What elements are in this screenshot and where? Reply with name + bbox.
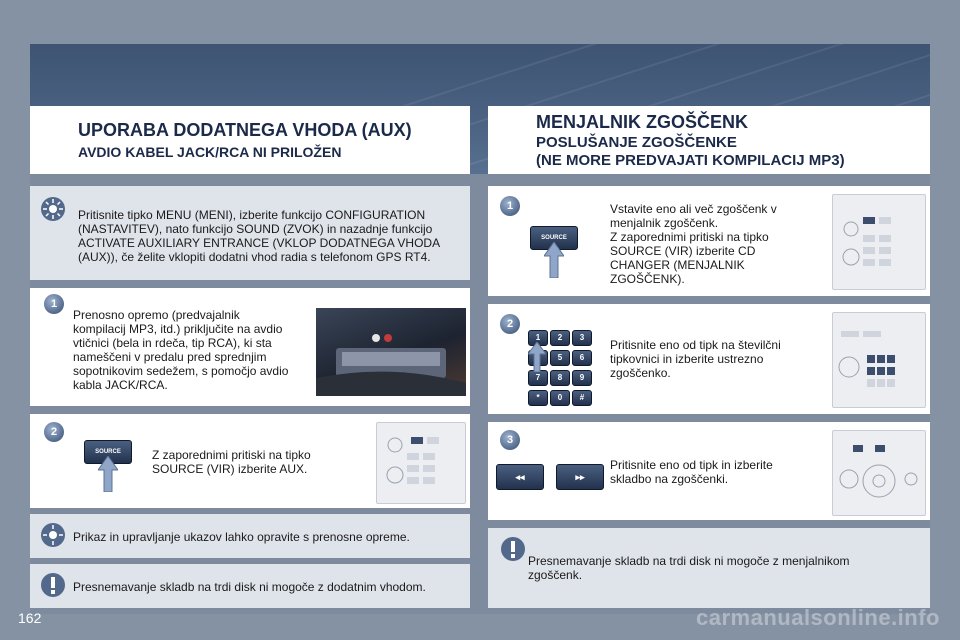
watermark: carmanualsonline.info <box>696 605 940 630</box>
warning-icon <box>40 572 66 598</box>
radio-panel-image <box>376 422 466 504</box>
source-key[interactable]: SOURCE <box>530 226 578 250</box>
source-key[interactable]: SOURCE <box>84 440 132 464</box>
step-badge: 1 <box>500 196 520 216</box>
radio-illustration <box>833 313 925 407</box>
left-tip-text: Pritisnite tipko MENU (MENI), izberite funkcijo CONFIGURATION (NASTAVITEV), nato funkcijo SOUND (ZVOK) in nazadnje funkcijo ACTIVATE AUXILIARY ENTRANCE (VKLOP DODATNEGA VHODA (AUX)), če želite vklopiti dodatni vhod radia s telefonom GPS RT4. <box>78 208 441 264</box>
press-arrow-icon <box>544 242 564 278</box>
radio-panel-image <box>832 312 926 408</box>
left-tip-panel <box>30 186 470 280</box>
right-step1-text: Vstavite eno ali več zgoščenk v menjalnik zgoščenk. Z zaporednimi pritiski na tipko SOURCE (VIR) izberite CD CHANGER (MENJALNIK ZGOŠČENK). <box>610 202 777 286</box>
radio-panel-image <box>832 430 926 516</box>
keypad-key[interactable]: # <box>572 390 592 406</box>
step-badge: 1 <box>44 294 64 314</box>
previous-track-key[interactable]: ◂◂ <box>496 464 544 490</box>
step-badge: 2 <box>44 422 64 442</box>
left-step1-text: Prenosno opremo (predvajalnik kompilacij MP3, itd.) priključite na avdio vtičnici (bela in rdeča, tip RCA), ki sta nameščeni v predalu pred sprednjim sopotnikovim sedežem, s pomočjo avdio kabla JACK/RCA. <box>73 308 289 392</box>
glovebox-photo <box>316 308 466 396</box>
left-tip2-panel <box>30 514 470 558</box>
left-step2-panel <box>30 414 470 508</box>
press-arrow-icon <box>98 456 118 492</box>
radio-illustration <box>833 431 925 515</box>
keypad-key[interactable]: 2 <box>550 330 570 346</box>
warning-icon <box>500 536 526 562</box>
keypad-key[interactable]: 1 <box>528 330 548 346</box>
right-title: MENJALNIK ZGOŠČENK <box>536 112 749 132</box>
left-warning-text: Presnemavanje skladb na trdi disk ni mogoče z dodatnim vhodom. <box>73 580 426 594</box>
left-tip2-text: Prikaz in upravljanje ukazov lahko opravite s prenosne opreme. <box>73 530 410 544</box>
left-title-card <box>30 106 470 174</box>
left-step1-panel <box>30 288 470 406</box>
step-badge: 2 <box>500 314 520 334</box>
page-number: 162 <box>18 610 42 626</box>
left-title: UPORABA DODATNEGA VHODA (AUX) <box>78 120 412 140</box>
step-badge: 3 <box>500 430 520 450</box>
left-step2-text: Z zaporednimi pritiski na tipko SOURCE (VIR) izberite AUX. <box>152 448 311 476</box>
tip-sun-icon <box>40 196 66 222</box>
right-warning-panel <box>488 528 930 608</box>
radio-illustration <box>377 423 465 503</box>
right-step3-text: Pritisnite eno od tipk in izberite skladbo na zgoščenki. <box>610 458 773 486</box>
keypad-key[interactable]: 6 <box>572 350 592 366</box>
keypad-key[interactable]: 7 <box>528 370 548 386</box>
left-warning-panel <box>30 564 470 608</box>
right-step1-panel <box>488 186 930 296</box>
tip-sun-icon <box>40 522 66 548</box>
glovebox-illustration <box>316 308 466 396</box>
radio-panel-image <box>832 194 926 290</box>
keypad-key[interactable]: 8 <box>550 370 570 386</box>
next-track-key[interactable]: ▸▸ <box>556 464 604 490</box>
keypad-key[interactable]: 9 <box>572 370 592 386</box>
keypad-key[interactable]: * <box>528 390 548 406</box>
right-step3-panel <box>488 422 930 520</box>
keypad-key[interactable]: 3 <box>572 330 592 346</box>
right-subtitle-1: POSLUŠANJE ZGOŠČENKE <box>536 134 737 151</box>
left-subtitle: AVDIO KABEL JACK/RCA NI PRILOŽEN <box>78 144 342 160</box>
press-arrow-icon <box>528 342 546 372</box>
keypad-key[interactable]: 0 <box>550 390 570 406</box>
right-step2-text: Pritisnite eno od tipk na številčni tipkovnici in izberite ustrezno zgoščenko. <box>610 338 781 380</box>
right-subtitle-2: (NE MORE PREDVAJATI KOMPILACIJ MP3) <box>536 152 845 169</box>
radio-illustration <box>833 195 925 289</box>
right-step2-panel <box>488 304 930 414</box>
keypad-key[interactable]: 5 <box>550 350 570 366</box>
right-title-card <box>488 106 930 174</box>
right-warning-text: Presnemavanje skladb na trdi disk ni mogoče z menjalnikom zgoščenk. <box>528 554 850 582</box>
